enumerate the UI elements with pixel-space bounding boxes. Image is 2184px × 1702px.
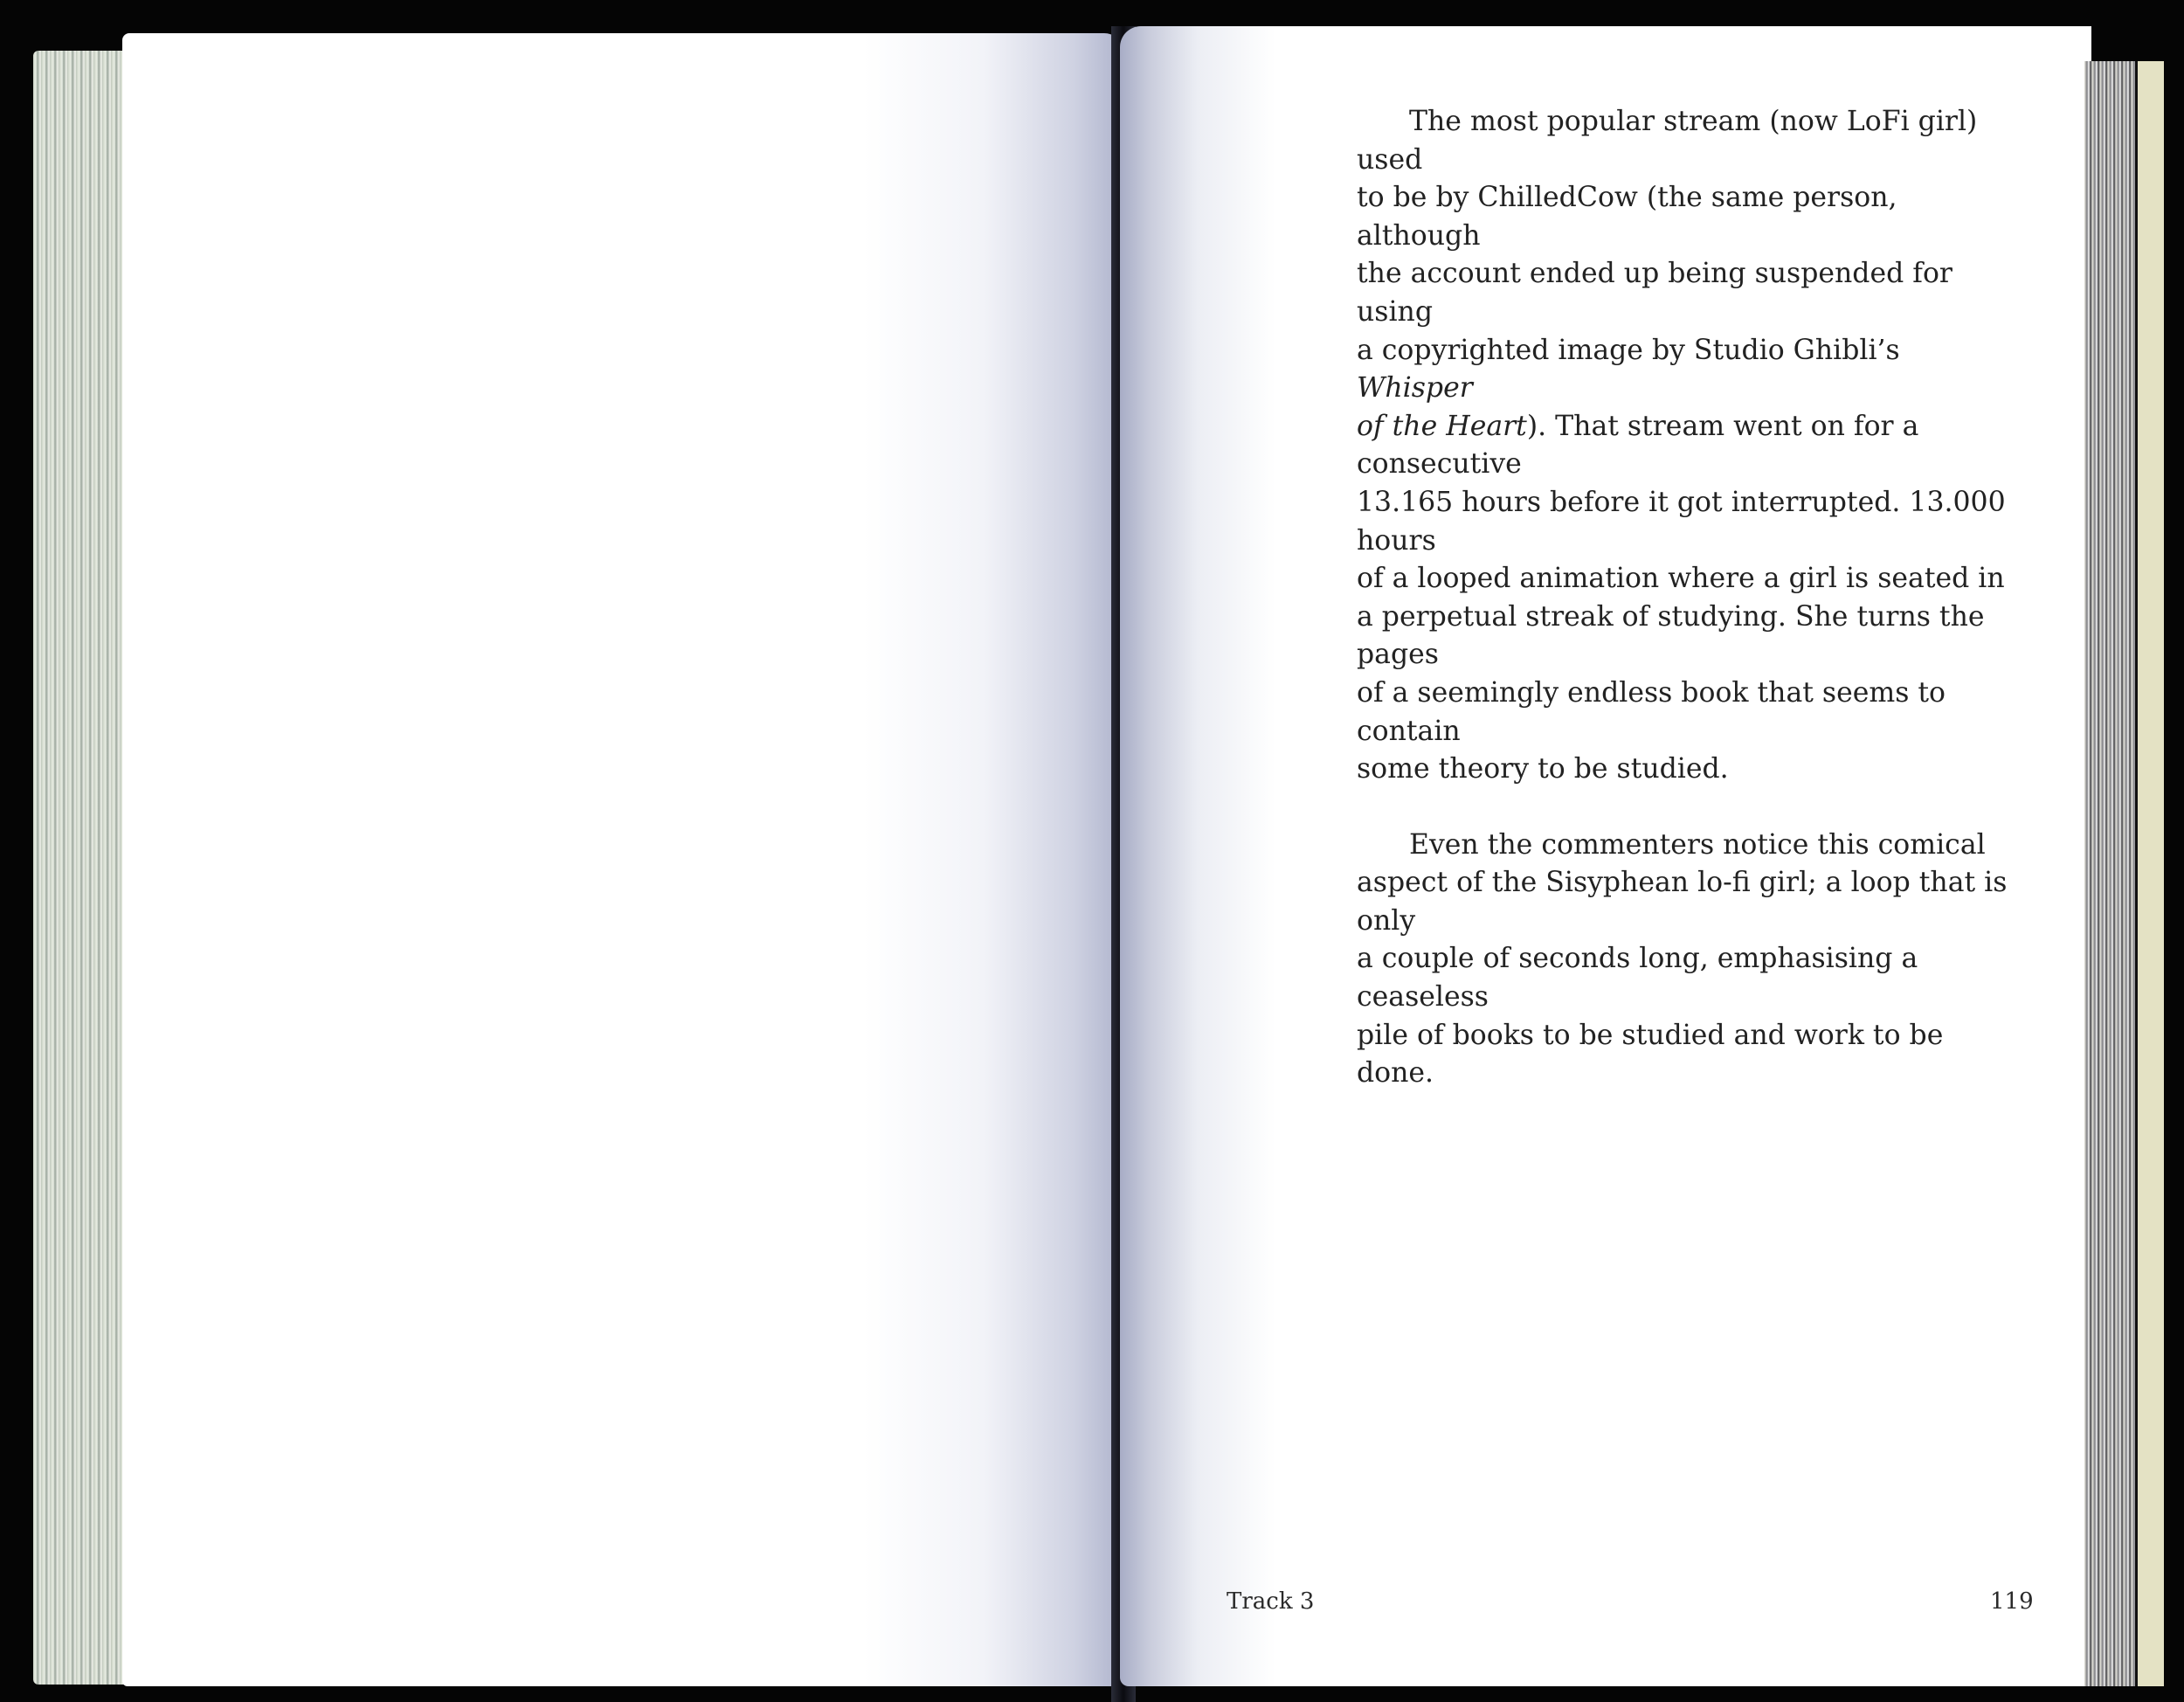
paragraph-1-text-a: The most popular stream (now LoFi girl) used to be by ChilledCow (the same person, although the account ended up being suspended for using a copyrighted image by Studio Ghibli’s <box>1357 106 1978 366</box>
paragraph-1-text-b: ). That stream went on for a consecutive 13.165 hours before it got interrupted. 13.000 hours of a looped animation where a girl is seated in a perpetual streak of studying. She turns the pages of a seemingly endless book that seems to contain some theory to be studied. <box>1357 410 2006 785</box>
running-footer: Track 3 <box>1227 1588 1315 1615</box>
paragraph-2 <box>1357 827 2021 1093</box>
body-text <box>1357 103 2021 1093</box>
right-page-edges <box>2084 61 2135 1686</box>
paragraph-2-text: Even the commenters notice this comical aspect of the Sisyphean lo-fi girl; a loop that is only a couple of seconds long, emphasising a ceaseless pile of books to be studied and work to be done. <box>1357 828 2008 1090</box>
page-number: 119 <box>1990 1588 2034 1615</box>
paragraph-1 <box>1357 103 2021 789</box>
left-page <box>122 33 1123 1686</box>
back-cover-edge <box>2135 61 2164 1686</box>
paragraph-1-italic-title: Whisper of the Heart <box>1357 372 1527 442</box>
